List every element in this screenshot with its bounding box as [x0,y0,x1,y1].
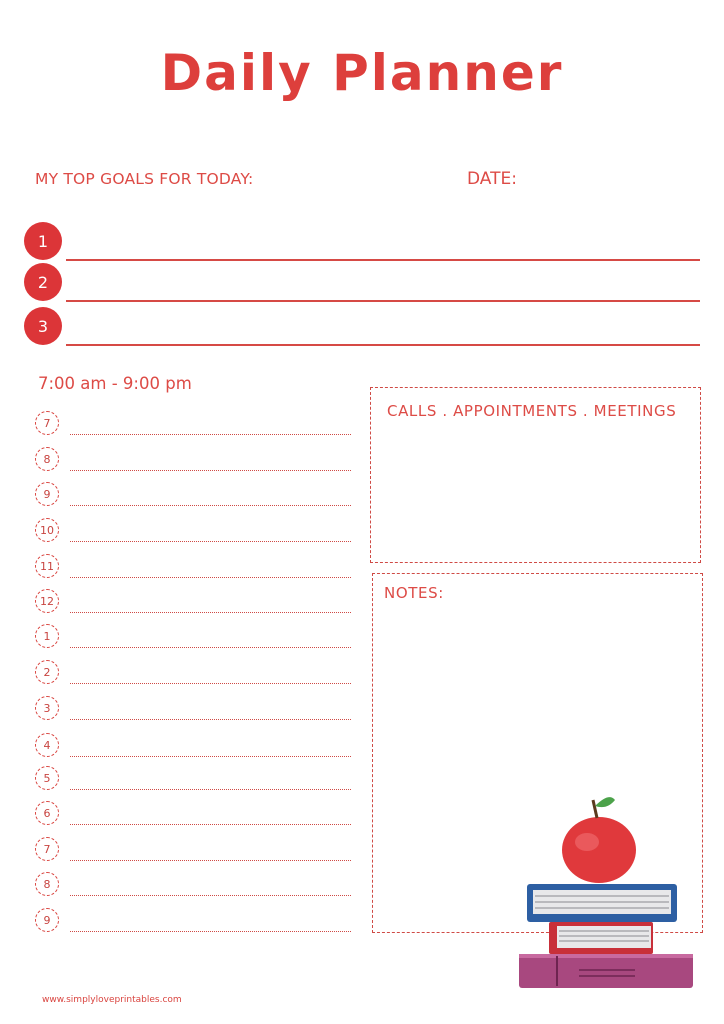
hour-badge: 1 [35,624,59,648]
hour-write-line[interactable] [70,505,351,506]
hour-badge: 8 [35,872,59,896]
hour-write-line[interactable] [70,647,351,648]
hour-write-line[interactable] [70,434,351,435]
hour-row[interactable] [35,482,353,508]
hour-badge: 5 [35,766,59,790]
hour-row[interactable] [35,447,353,473]
hour-badge: 2 [35,660,59,684]
hour-badge: 11 [35,554,59,578]
goal-write-line[interactable] [66,344,700,346]
hour-badge: 12 [35,589,59,613]
hour-write-line[interactable] [70,719,351,720]
hour-badge: 9 [35,482,59,506]
hour-write-line[interactable] [70,789,351,790]
hour-badge: 8 [35,447,59,471]
hour-badge: 6 [35,801,59,825]
calls-appointments-box[interactable] [370,387,701,563]
hour-row[interactable] [35,908,353,934]
hour-row[interactable] [35,411,353,437]
goal-number-badge: 3 [24,307,62,345]
goal-row-3[interactable] [24,307,704,347]
footer-website: www.simplyloveprintables.com [42,995,182,1005]
hour-row[interactable] [35,766,353,792]
hour-badge: 3 [35,696,59,720]
hour-write-line[interactable] [70,860,351,861]
apple-on-books-icon [517,790,697,990]
goal-row-1[interactable] [24,222,704,262]
hour-write-line[interactable] [70,577,351,578]
calls-heading: CALLS . APPOINTMENTS . MEETINGS [387,402,677,420]
hour-write-line[interactable] [70,824,351,825]
hour-row[interactable] [35,801,353,827]
hour-write-line[interactable] [70,931,351,932]
time-range-label: 7:00 am - 9:00 pm [38,374,192,393]
date-label: DATE: [467,169,517,189]
hour-row[interactable] [35,733,353,759]
hour-badge: 7 [35,411,59,435]
goal-number-badge: 2 [24,263,62,301]
hour-write-line[interactable] [70,683,351,684]
hour-badge: 4 [35,733,59,757]
hour-write-line[interactable] [70,895,351,896]
hour-row[interactable] [35,554,353,580]
hour-write-line[interactable] [70,756,351,757]
goal-number-badge: 1 [24,222,62,260]
goals-heading: MY TOP GOALS FOR TODAY: [35,170,254,188]
hour-write-line[interactable] [70,470,351,471]
hour-row[interactable] [35,660,353,686]
hour-write-line[interactable] [70,612,351,613]
hour-badge: 10 [35,518,59,542]
hour-badge: 7 [35,837,59,861]
notes-heading: NOTES: [384,584,444,602]
goal-write-line[interactable] [66,300,700,302]
hour-write-line[interactable] [70,541,351,542]
hour-row[interactable] [35,837,353,863]
hour-row[interactable] [35,589,353,615]
page-title: Daily Planner [160,44,564,102]
goal-write-line[interactable] [66,259,700,261]
hour-row[interactable] [35,872,353,898]
goal-row-2[interactable] [24,263,704,303]
hour-row[interactable] [35,518,353,544]
hour-row[interactable] [35,696,353,722]
hour-badge: 9 [35,908,59,932]
hour-row[interactable] [35,624,353,650]
